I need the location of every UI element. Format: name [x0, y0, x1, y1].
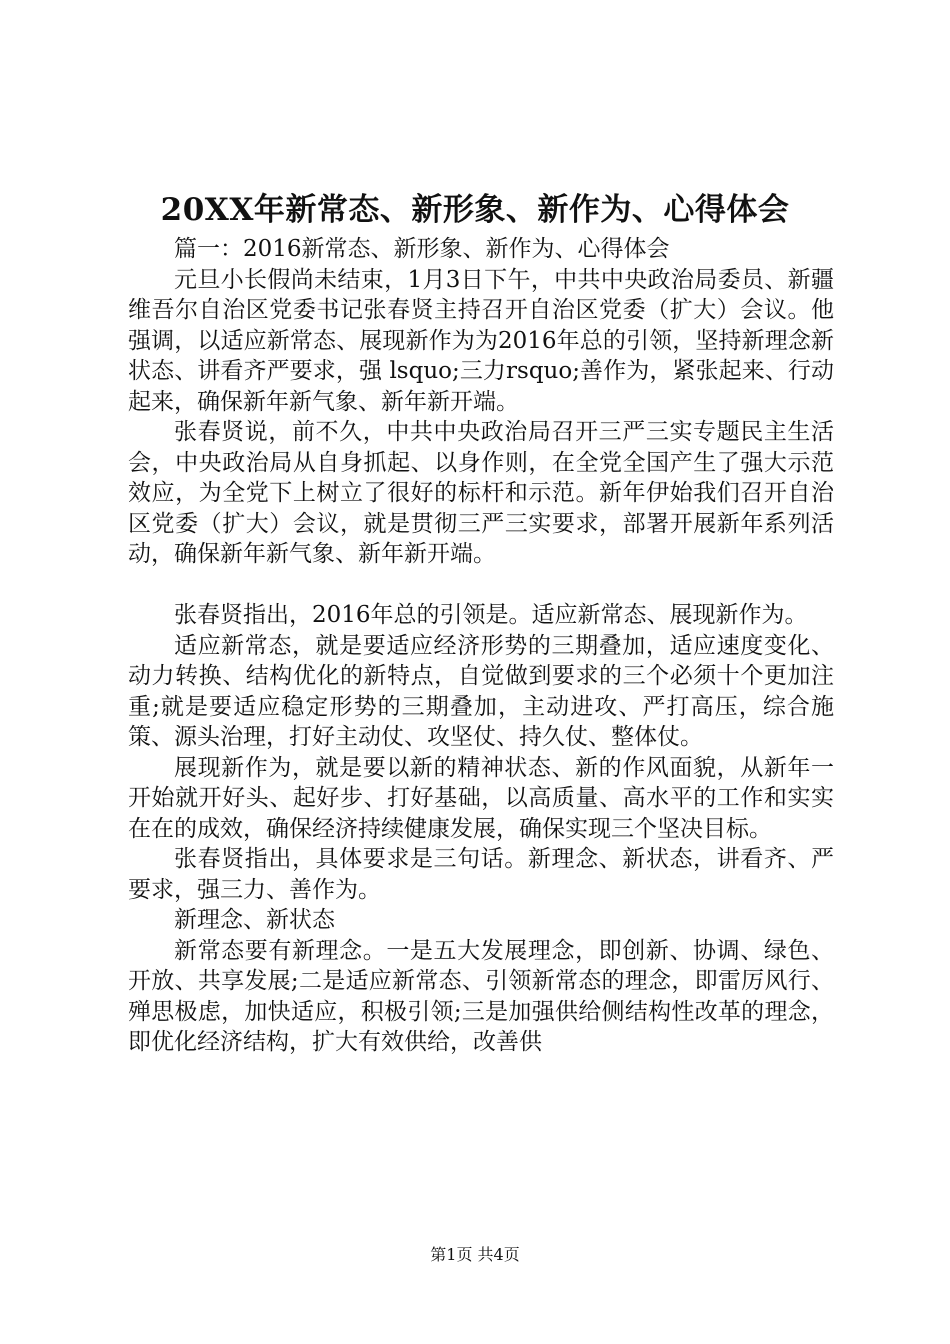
- document-body: [128, 234, 834, 1058]
- paragraph: 张春贤说，前不久，中共中央政治局召开三严三实专题民主生活会，中央政治局从自身抓起、以身作则，在全党全国产生了强大示范效应，为全党下上树立了很好的标杆和示范。新年伊始我们召开自治区党委（扩大）会议，就是贯彻三严三实要求，部署开展新年系列活动，确保新年新气象、新年新开端。: [128, 419, 834, 567]
- paragraph: 元旦小长假尚未结束，1月3日下午，中共中央政治局委员、新疆维吾尔自治区党委书记张春贤主持召开自治区党委（扩大）会议。他强调，以适应新常态、展现新作为为2016年总的引领，坚持新理念新状态、讲看齐严要求，强 lsquo;三力rsquo;善作为，紧张起来、行动起来，确保新年新气象、新年新开端。: [128, 266, 834, 415]
- paragraph: 张春贤指出，2016年总的引领是。适应新常态、展现新作为。: [174, 602, 808, 628]
- paragraph: 展现新作为，就是要以新的精神状态、新的作风面貌，从新年一开始就开好头、起好步、打好基础，以高质量、高水平的工作和实实在在的成效，确保经济持续健康发展，确保实现三个坚决目标。: [128, 754, 834, 842]
- paragraph: 适应新常态，就是要适应经济形势的三期叠加，适应速度变化、动力转换、结构优化的新特点，自觉做到要求的三个必须十个更加注重;就是要适应稳定形势的三期叠加，主动进攻、严打高压，综合施策、源头治理，打好主动仗、攻坚仗、持久仗、整体仗。: [128, 632, 834, 750]
- paragraph: 张春贤指出，具体要求是三句话。新理念、新状态，讲看齐、严要求，强三力、善作为。: [128, 846, 834, 903]
- paragraph: 新常态要有新理念。一是五大发展理念，即创新、协调、绿色、开放、共享发展;二是适应新常态、引领新常态的理念，即雷厉风行、殚思极虑，加快适应，积极引领;三是加强供给侧结构性改革的理念，即优化经济结构，扩大有效供给，改善供: [128, 937, 834, 1055]
- page-footer: 第1页 共4页: [430, 1245, 520, 1264]
- document-title: 20XX年新常态、新形象、新作为、心得体会: [160, 192, 790, 228]
- section-heading: 新理念、新状态: [174, 907, 335, 933]
- paragraph: 篇一：2016新常态、新形象、新作为、心得体会: [174, 236, 670, 262]
